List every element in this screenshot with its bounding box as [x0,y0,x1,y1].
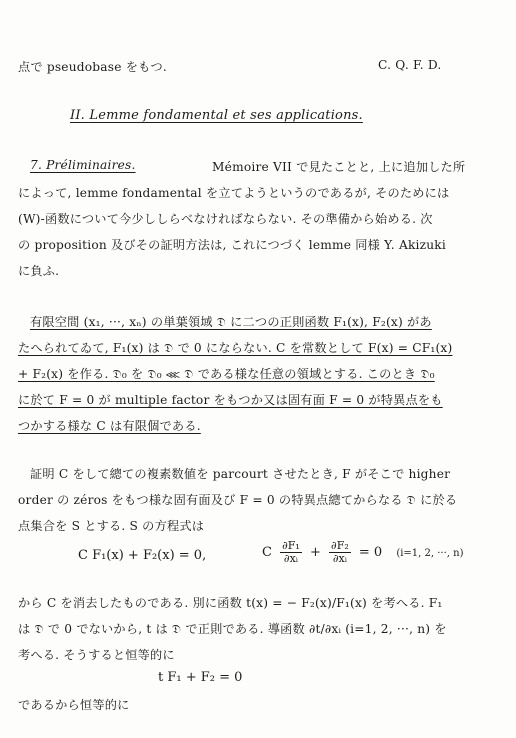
section-title [70,108,363,123]
text-line: によって, lemme fondamental を立てようというのであるが, そのためには [18,186,450,200]
proposition-line: 有限空間 (x₁, ···, xₙ) の単葉領域 𝔇 に二つの正則函数 F₁(x), F₂(x) があ [30,315,432,329]
proof-line: は 𝔇 で 0 でないから, t は 𝔇 で正則である. 導函数 ∂t/∂xᵢ (i=1, 2, ···, n) を [18,622,447,636]
fraction-2 [329,540,351,565]
eq2-condition: (i=1, 2, ···, n) [396,548,464,559]
fraction-1-numerator: ∂F₁ [282,539,300,552]
section-number: II. [70,108,86,123]
text-line: (W)-函数について今少ししらべなければならない. その準備から始める. 次 [18,212,433,226]
text-line: に負ふ. [18,264,60,278]
eq2-tail: = 0 [358,545,383,560]
fraction-1-denominator: ∂xᵢ [283,552,299,565]
equation-3: t F₁ + F₂ = 0 [158,670,243,685]
equation-1: C F₁(x) + F₂(x) = 0, [78,548,207,563]
proof-line: 考へる. そうすると恒等的に [18,648,175,662]
fraction-2-numerator: ∂F₂ [331,539,349,552]
proposition-line: + F₂(x) を作る. 𝔇₀ を 𝔇₀ ⋘ 𝔇 である様な任意の領域とする. このとき 𝔇₀ [18,367,435,381]
proof-line: 証明 C をして總ての複素数値を parcourt させたとき, F がそこで higher [30,467,451,481]
proof-line: order の zéros をもつ様な固有面及び F = 0 の特異点總てからなる 𝔇 に於る [18,493,458,507]
proposition-line: に於て F = 0 が multiple factor をもつか又は固有面 F = 0 が特異点をも [18,393,443,407]
cqfd-mark: C. Q. F. D. [378,58,442,72]
section-title-text: Lemme fondamental et ses applications. [89,108,363,123]
text-line: Mémoire VII で見たことと, 上に追加した所 [212,160,466,174]
proposition-line: つかする様な C は有限個である. [18,419,201,433]
proof-line: 点集合を S とする. S の方程式は [18,519,205,533]
paragraph-heading: 7. Préliminaires. [30,158,136,172]
fraction-1 [280,540,302,565]
text-line: の proposition 及びその証明方法は, これにつづく lemme 同様 Y. Akizuki [18,238,446,252]
text-line: 点で pseudobase をもつ. [18,60,167,74]
proposition-line: たへられてゐて, F₁(x) は 𝔇 で 0 にならない. C を常数として F(x) = CF₁(x) [18,341,453,355]
equation-2 [262,540,463,565]
eq2-lead: C [262,545,272,560]
plus-sign: + [309,545,321,560]
proof-line: から C を消去したものである. 別に函数 t(x) = − F₂(x)/F₁(x) を考へる. F₁ [18,596,443,610]
proof-line: であるから恒等的に [18,698,130,712]
fraction-2-denominator: ∂xᵢ [332,552,347,565]
